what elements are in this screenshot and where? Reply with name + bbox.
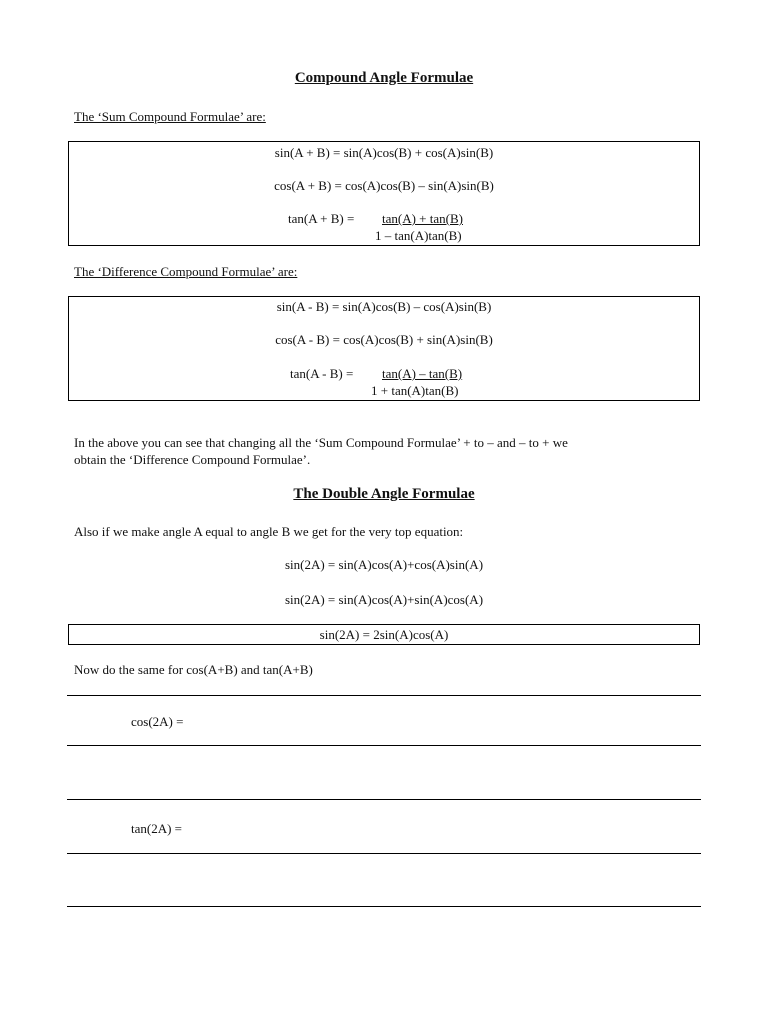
double-angle-title: The Double Angle Formulae xyxy=(293,486,475,502)
sum-tan-lhs: tan(A + B) = xyxy=(288,211,355,226)
answer-rule xyxy=(67,745,701,746)
sum-tan-numerator: tan(A) + tan(B) xyxy=(382,211,463,226)
double-angle-intro: Also if we make angle A equal to angle B we get for the very top equation: xyxy=(74,524,464,539)
sum-formulae-intro: The ‘Sum Compound Formulae’ are: xyxy=(74,109,266,124)
difference-cos-formula: cos(A - B) = cos(A)cos(B) + sin(A)sin(B) xyxy=(275,332,493,347)
difference-tan-denominator: 1 + tan(A)tan(B) xyxy=(371,383,459,398)
difference-sin-formula: sin(A - B) = sin(A)cos(B) – cos(A)sin(B) xyxy=(276,299,492,314)
answer-rule xyxy=(67,695,701,696)
difference-tan-numerator: tan(A) – tan(B) xyxy=(382,366,463,381)
difference-tan-lhs: tan(A - B) = xyxy=(290,366,354,381)
answer-rule xyxy=(67,906,701,907)
difference-formulae-intro: The ‘Difference Compound Formulae’ are: xyxy=(74,264,298,279)
double-angle-result: sin(2A) = 2sin(A)cos(A) xyxy=(319,627,449,642)
cos-2a-label: cos(2A) = xyxy=(131,714,184,729)
double-angle-step-2: sin(2A) = sin(A)cos(A)+sin(A)cos(A) xyxy=(284,592,484,607)
sum-tan-denominator: 1 – tan(A)tan(B) xyxy=(375,228,462,243)
observation-line-1: In the above you can see that changing all the ‘Sum Compound Formulae’ + to – and – to + we xyxy=(74,435,568,450)
answer-rule xyxy=(67,799,701,800)
tan-2a-label: tan(2A) = xyxy=(131,821,183,836)
double-angle-step-1: sin(2A) = sin(A)cos(A)+cos(A)sin(A) xyxy=(284,557,484,572)
page-title: Compound Angle Formulae xyxy=(294,70,474,86)
observation-line-2: obtain the ‘Difference Compound Formulae’. xyxy=(74,452,311,467)
exercise-prompt: Now do the same for cos(A+B) and tan(A+B) xyxy=(74,662,313,677)
answer-rule xyxy=(67,853,701,854)
sum-sin-formula: sin(A + B) = sin(A)cos(B) + cos(A)sin(B) xyxy=(274,145,494,160)
sum-cos-formula: cos(A + B) = cos(A)cos(B) – sin(A)sin(B) xyxy=(274,178,494,193)
